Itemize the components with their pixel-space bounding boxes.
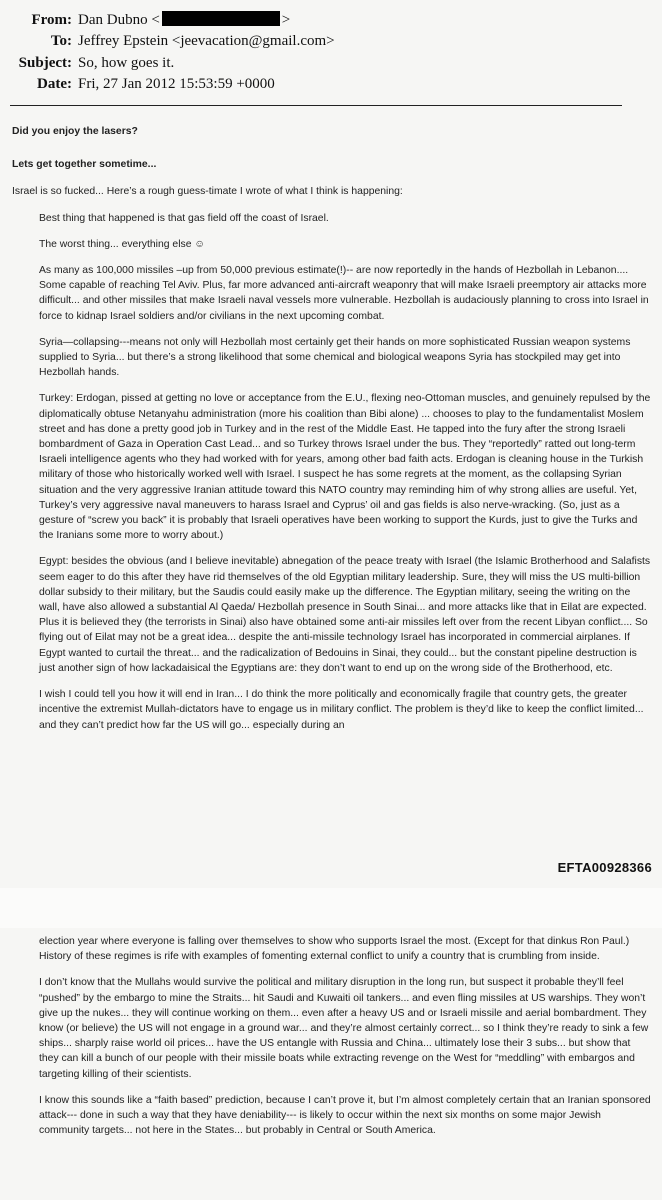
body-paragraph-election: election year where everyone is falling over themselves to show who supports Israel the most. (Except for that dinkus Ron Paul.) History of these regimes is rife with examples of fomenting external conflict to unify a country that is crumbling from inside. xyxy=(39,936,630,963)
to-line xyxy=(4,33,335,50)
body-paragraph-syria: Syria—collapsing---means not only will Hezbollah most certainly get their hands on more sophisticated Russian weapon systems supplied to Syria... but there’s a strong likelihood that some chemical and biological weapons Syria has stockpiled may get into Hezbollah hands. xyxy=(39,336,631,379)
body-paragraph-mullahs: I don’t know that the Mullahs would survive the political and military disruption in the long run, but suspect it probable they’ll feel “pushed” by the embargo to mine the Straits... hit Saudi and Kuwaiti oil tankers... and even fling missiles at US warships. They won’t give up the nukes... they will continue working on them... even after a heavy US and or Israeli missile and aerial bombardment. They know (or believe) the US will not engage in a ground war... and they’re almost certainly correct... so I think they’re ready to sink a few ships... sharply raise world oil prices... have the US entangle with Russia and China... ultimately lose their 3 subs... but show that they can kill a bunch of our people with their missile boats while extracting revenge on the West for “meddling” with embargos and targeting killing of their scientists. xyxy=(39,977,649,1080)
body-paragraph-prediction: I know this sounds like a “faith based” prediction, because I can’t prove it, but I’m almost completely certain that an Iranian sponsored attack--- done in such a way that they have deniability--- is likely to occur within the next six months on some major Jewish community targets... not here in the States... but probably in Central or South America. xyxy=(39,1094,651,1137)
date-value: Fri, 27 Jan 2012 15:53:59 +0000 xyxy=(78,76,275,92)
body-paragraph-gas: Best thing that happened is that gas field off the coast of Israel. xyxy=(39,212,329,224)
subject-label: Subject: xyxy=(18,55,72,71)
body-intro: Israel is so fucked... Here’s a rough guess-timate I wrote of what I think is happening: xyxy=(12,186,403,198)
to-value: Jeffrey Epstein <jeevacation@gmail.com> xyxy=(78,33,335,49)
subject-line xyxy=(4,55,174,72)
body-paragraph-hezbollah: As many as 100,000 missiles –up from 50,000 previous estimate(!)-- are now reportedly in the hands of Hezbollah in Lebanon.... Some capable of reaching Tel Aviv. Plus, far more advanced anti-aircraft weaponry that will make Israeli preemptory air attacks more difficult... and other missiles that make Israeli naval vessels more vulnerable. Hezbollah is audaciously planning to cross into Israel in force to kidnap Israel soldiers and/or civilians in the next upcoming combat. xyxy=(39,265,649,322)
from-label: From: xyxy=(31,12,72,28)
page-break xyxy=(0,888,662,928)
body-paragraph-turkey: Turkey: Erdogan, pissed at getting no love or acceptance from the E.U., flexing neo-Ottoman muscles, and genuinely repulsed by the diplomatically obtuse Netanyahu administration (more his coalition than Bibi alone) ... chooses to play to the fundamentalist Moslem street and has done a pretty good job in Turkey and in the rest of the Middle East. He tapped into the fury after the strong Israeli bombardment of Gaza in Operation Cast Lead... and so Turkey throws Israel under the bus. They “reportedly” ratted out long-term Israeli intelligence agents who they had worked with for years, among other bad faith acts. Erdogan is cleaning house in the Turkish military of those who historically worked well with Israel. I suspect he has some regrets at the moment, as the collapsing Syrian situation and the very aggressive Iranian attitude toward this NATO country may reminding him of why strong allies are useful. Yet, Turkey’s very aggressive naval maneuvers to harass Israel and Cyprus’ oil and gas fields is also nerve-wracking. (So, just as a gesture of “screw you back” it is probably that Israeli operatives have been working to support the Kurds, just to give the Turks and the Iranians some more to worry about.) xyxy=(39,393,651,542)
date-label: Date: xyxy=(37,76,72,92)
from-tail: > xyxy=(281,12,291,28)
body-line-together: Lets get together sometime... xyxy=(12,159,157,171)
body-paragraph-egypt: Egypt: besides the obvious (and I believe inevitable) abnegation of the peace treaty with Israel (the Islamic Brotherhood and Salafists seem eager to do this after they have rid themselves of the old Egyptian military leadership. Sure, they will miss the US multi-billion dollar subsidy to their military, but the Saudis could easily make up the difference. The Egyptian military, seeing the writing on the wall, have also allowed a substantial Al Qaeda/ Hezbollah presence in South Sinai... and more attacks like that in Eilat are expected. Plus it is believed they (the terrorists in Sinai) also have obtained some anti-air missiles left over from the recent Libyan conflict.... So flying out of Eilat may not be a great idea... despite the anti-missile technology Israel has incorporated in commercial airplanes. If Egypt wanted to curtail the threat... and the radicalization of Bedouins in Sinai, they could... but the constant pipeline destruction is just another sign of how lackadaisical the Egyptians are: they don’t want to end up on the wrong side of the Brotherhood, etc. xyxy=(39,556,651,674)
body-paragraph-worst: The worst thing... everything else ☺ xyxy=(39,238,205,250)
header-divider xyxy=(10,105,622,106)
body-line-lasers: Did you enjoy the lasers? xyxy=(12,126,138,137)
body-paragraph-iran: I wish I could tell you how it will end in Iran... I do think the more politically and economically fragile that country gets, the greater incentive the extremist Mullah-dictators have to engage us in military conflict. The problem is they’d like to keep the conflict limited... and they can’t predict how far the US will go... especially during an xyxy=(39,689,644,731)
subject-value: So, how goes it. xyxy=(78,55,175,71)
redaction-bar xyxy=(162,11,280,26)
from-name: Dan Dubno < xyxy=(78,12,160,28)
from-line xyxy=(4,11,290,29)
bates-number: EFTA00928366 xyxy=(557,860,652,875)
email-body xyxy=(12,118,652,733)
to-label: To: xyxy=(50,33,72,49)
date-line xyxy=(4,76,275,93)
email-body-continued xyxy=(39,934,651,1138)
